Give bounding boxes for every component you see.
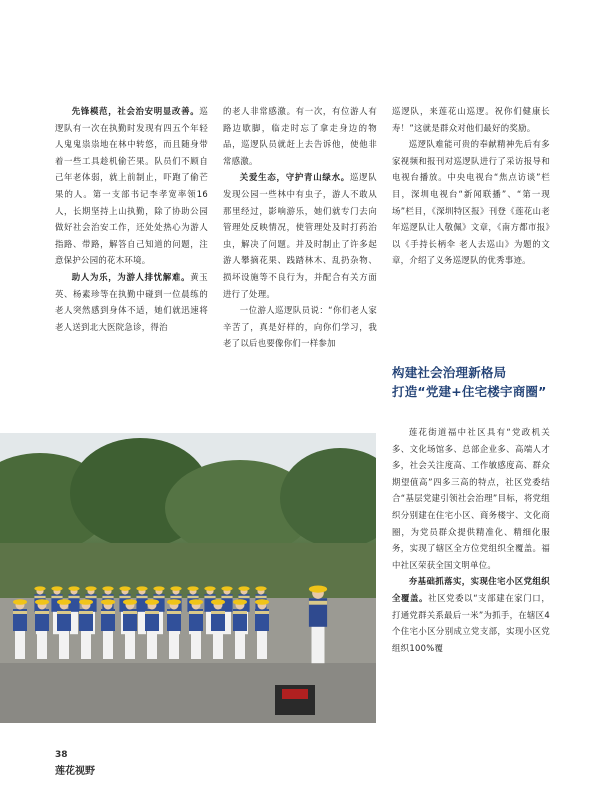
page-number: 38 — [55, 750, 68, 760]
paragraph-body: 社区党委以“支部建在家门口，打通党群关系最后一米”为抓手，在辖区4个住宅小区分别成立党支部，实现小区党组织100%覆 — [392, 592, 550, 653]
paragraph-body: 巡逻队发现公园一些林中有虫子，游人不敢从那里经过，影响游乐，她们就专门去向管理处反映情况，使管理处及时打药治虫，解决了问题。并及时制止了许多起游人攀摘花果、践踏林木、乱扔杂物、损坏设施等不良行为，并配合有关方面进行了处理。 — [223, 172, 377, 299]
paragraph-body: 黄玉英、杨素珍等在执勤中碰到一位晨练的老人突然感到身体不适，她们就迅速将老人送到北大医院急诊，得治 — [55, 271, 208, 332]
paragraph: 巡逻队难能可贵的奉献精神先后有多家视频和报刊对巡逻队进行了采访报导和电视台播放。中央电视台“焦点访谈”栏目，深圳电视台“新闻联播”、“第一现场”栏目，《深圳特区报》刊登《莲花山老年巡逻队让人敬佩》文章，《南方都市报》以《手持长柄伞 老人去巡山》为题的文章，介绍了义务巡逻队的优秀事迹。 — [392, 139, 550, 266]
paragraph-lead: 助人为乐，为游人排忧解难。 — [71, 271, 191, 282]
paragraph-body: 巡逻队有一次在执勤时发现有四五个年轻人鬼鬼祟祟地在林中转悠，而且随身带着一些工具趁机偷芒果。队员们不顾自己年老体弱，就上前制止，吓跑了偷芒果的人。第一支部书记李孝宽率领16人，长期坚持上山执勤，除了协助公园做好社会治安工作，还处处热心为游人指路、带路，解答自己知道的问题，注意保护公园的花木环境。 — [55, 106, 208, 266]
paragraph — [392, 573, 550, 656]
article-column-2 — [223, 103, 377, 352]
photo-illustration — [0, 433, 376, 723]
section-heading — [392, 363, 562, 401]
article-column-3-lower — [392, 424, 550, 656]
paragraph: 的老人非常感激。有一次，有位游人有路边歇脚，临走时忘了拿走身边的物品，巡逻队员就赶上去告诉他，使他非常感激。 — [223, 106, 377, 166]
paragraph-lead: 关爱生态，守护青山绿水。 — [239, 172, 350, 183]
paragraph-lead: 先锋模范，社会治安明显改善。 — [71, 106, 200, 116]
article-column-3 — [392, 103, 550, 269]
article-column-1 — [55, 103, 208, 335]
section-heading-line-2: 打造“党建+住宅楼宇商圈” — [392, 384, 547, 399]
paragraph: 一位游人巡逻队员说：“你们老人家辛苦了，真是好样的，向你们学习，我老了以后也要像你们一样参加 — [223, 305, 377, 349]
paragraph — [55, 269, 208, 335]
paragraph — [223, 169, 377, 302]
paragraph — [55, 103, 208, 269]
magazine-brand-logo: 莲花视野 — [55, 766, 95, 777]
paragraph-lead: 夯基础抓落实，实现住宅小区党组织全覆盖。 — [392, 576, 550, 603]
paragraph: 莲花街道福中社区具有“党政机关多、文化场馆多、总部企业多、高端人才多，社会关注度高、工作敏感度高、群众期望值高”四多三高的特点，社区党委结合“基层党建引领社会治理”目标，将党组织分别建在住宅小区、商务楼宇、文化商圈，为党员群众提供精准化、精细化服务，实现了辖区全方位党组织全覆盖。福中社区荣获全国文明单位。 — [392, 427, 550, 570]
paragraph: 巡逻队，来莲花山巡逻。祝你们健康长寿！”这就是群众对他们最好的奖励。 — [392, 106, 550, 133]
section-heading-line-1: 构建社会治理新格局 — [392, 365, 507, 380]
patrol-team-photo — [0, 433, 376, 723]
